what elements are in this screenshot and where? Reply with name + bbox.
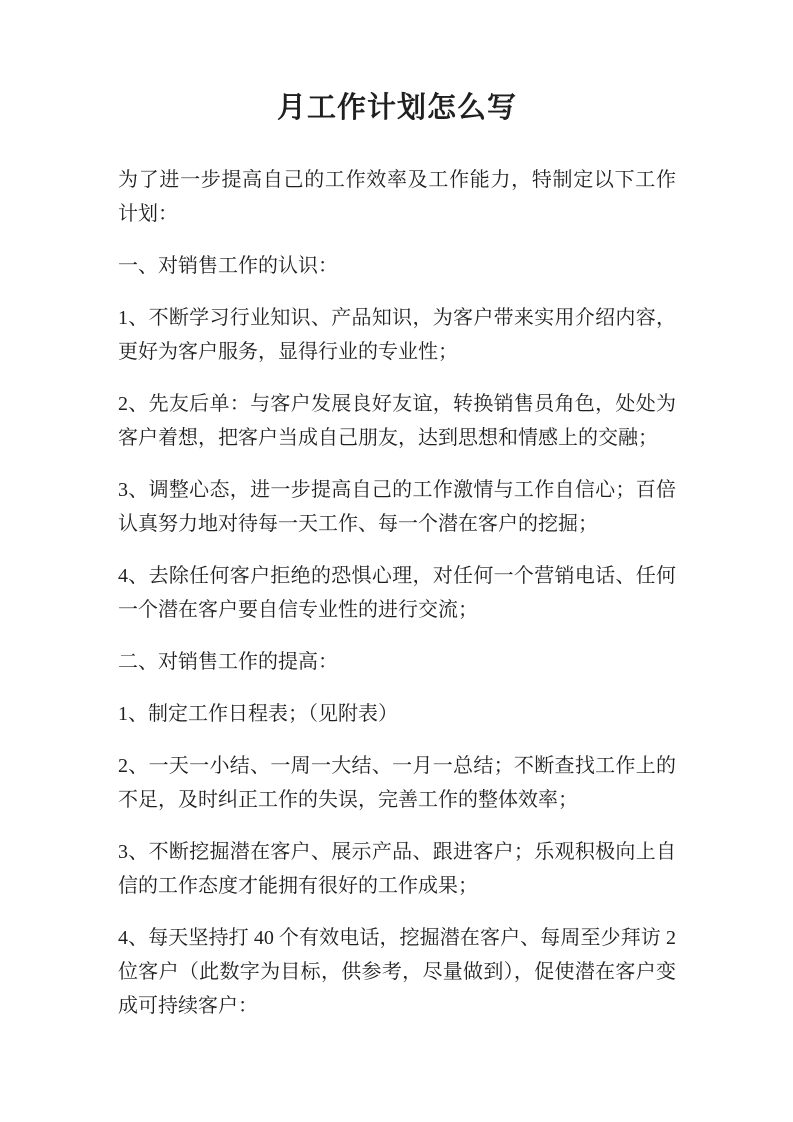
section-heading-2: 二、对销售工作的提高： [118,651,338,673]
section-heading-1: 一、对销售工作的认识： [118,255,338,277]
list-item-2-1: 1、制定工作日程表；（见附表） [118,703,398,725]
list-item-1-1: 1、不断学习行业知识、产品知识，为客户带来实用介绍内容，更好为客户服务，显得行业的专业性； [118,307,676,363]
list-item-1-2: 2、先友后单：与客户发展良好友谊，转换销售员角色，处处为客户着想，把客户当成自己朋友，达到思想和情感上的交融； [118,393,676,449]
list-item-2-4: 4、每天坚持打 40 个有效电话，挖掘潜在客户、每周至少拜访 2 位客户（此数字为目标，供参考，尽量做到），促使潜在客户变成可持续客户： [118,927,676,1017]
document-title-text: 月工作计划怎么写 [276,92,517,124]
list-item-1-4: 4、去除任何客户拒绝的恐惧心理，对任何一个营销电话、任何一个潜在客户要自信专业性的进行交流； [118,565,676,621]
intro-paragraph: 为了进一步提高自己的工作效率及工作能力，特制定以下工作计划： [118,169,676,225]
list-item-1-3: 3、调整心态，进一步提高自己的工作激情与工作自信心；百倍认真努力地对待每一天工作、每一个潜在客户的挖掘； [118,479,676,535]
document-title [118,88,676,128]
list-item-2-3: 3、不断挖掘潜在客户、展示产品、跟进客户；乐观积极向上自信的工作态度才能拥有很好的工作成果； [118,841,676,897]
list-item-2-2: 2、一天一小结、一周一大结、一月一总结；不断查找工作上的不足，及时纠正工作的失误，完善工作的整体效率； [118,755,676,811]
